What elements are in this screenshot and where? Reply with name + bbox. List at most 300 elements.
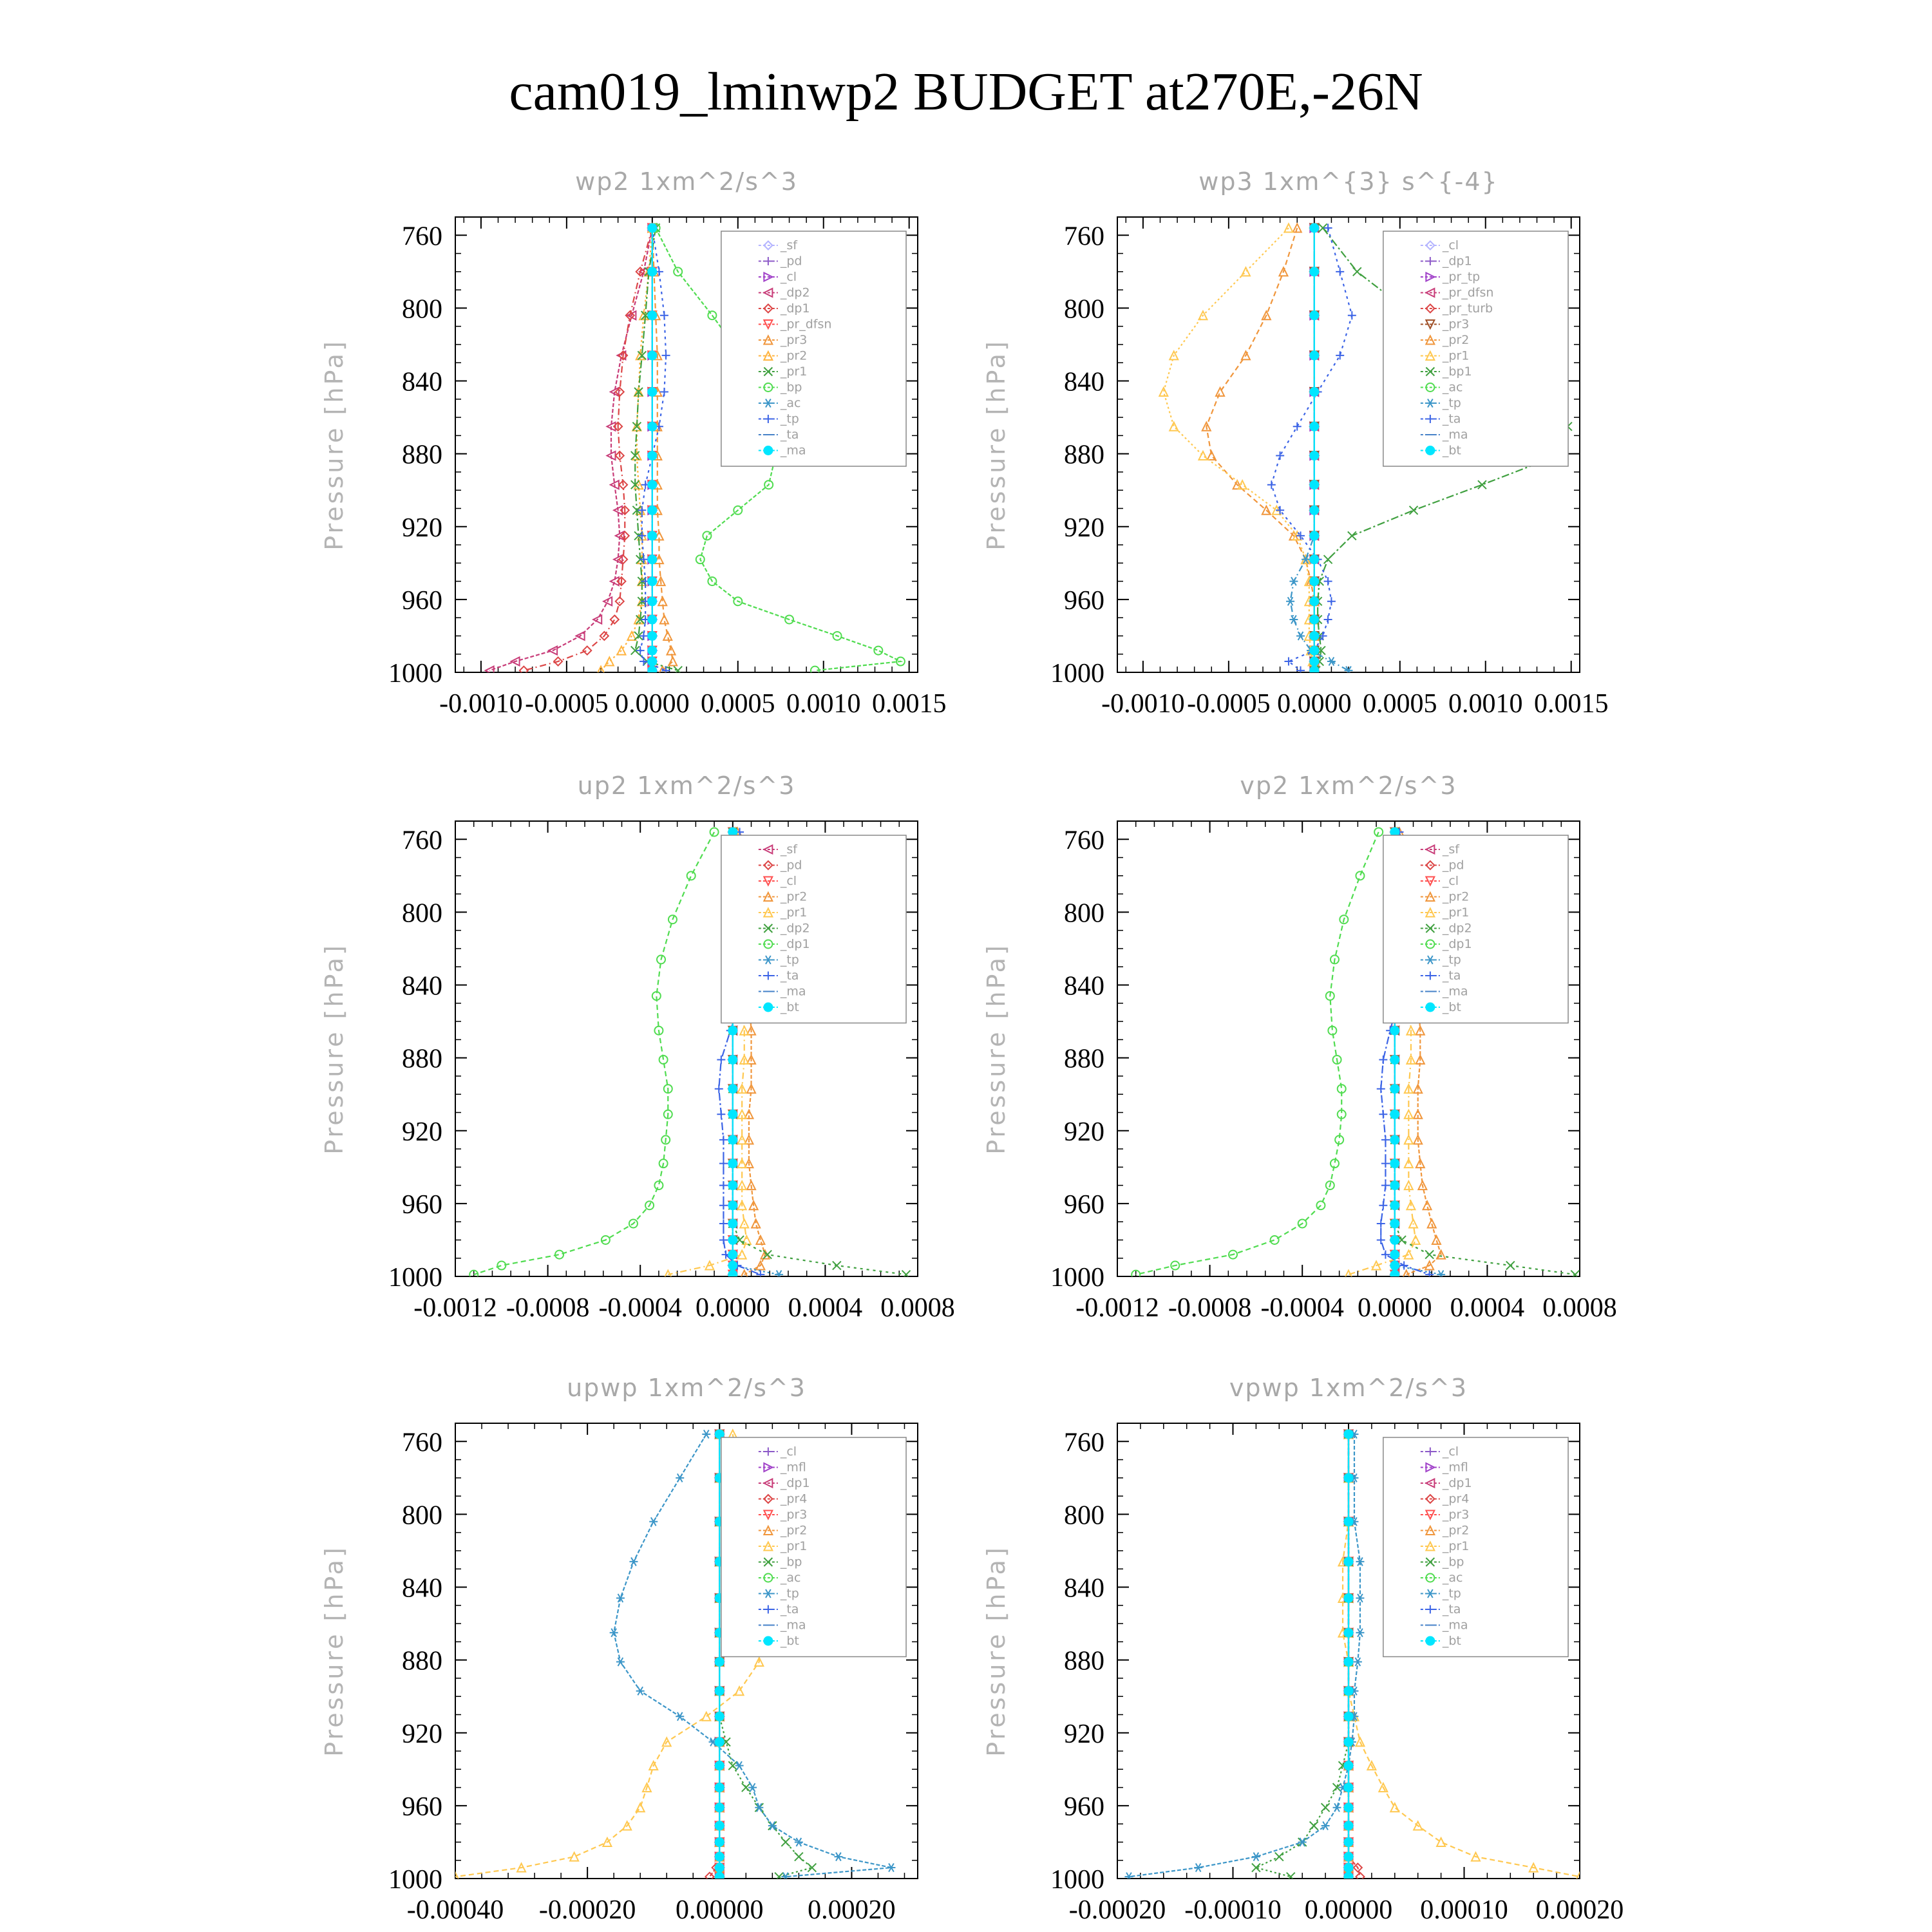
panel-title: vp2 1xm^2/s^3 (1240, 772, 1457, 800)
x-tick-label: 0.0010 (1448, 689, 1523, 719)
data-point-ma (648, 480, 657, 489)
data-point-ta (719, 1159, 728, 1168)
data-point-bt (715, 1803, 724, 1812)
data-point-bt (728, 1235, 737, 1244)
data-point-pr1 (1242, 267, 1250, 276)
legend-label: _ma (1442, 1618, 1468, 1633)
legend-label: _pr2 (1442, 333, 1470, 347)
legend (721, 835, 906, 1023)
data-point-dp1 (687, 871, 696, 880)
data-point-bt (1344, 1821, 1353, 1830)
panel-title: wp2 1xm^2/s^3 (575, 167, 798, 196)
data-point-pr1 (1390, 1803, 1399, 1812)
series-line-pr1 (635, 228, 677, 670)
x-tick-label: -0.0005 (525, 689, 609, 719)
data-point-pr1 (1159, 388, 1168, 396)
y-tick-label: 760 (1064, 1428, 1104, 1458)
data-point-tp (1296, 632, 1305, 640)
data-point-bt (1344, 1712, 1353, 1721)
legend-label: _pd (780, 254, 802, 269)
data-point-bt (728, 1159, 737, 1168)
legend-box (721, 231, 906, 466)
data-point-bt (1310, 223, 1319, 232)
chart-panel-3 (320, 772, 955, 1323)
legend-label: _ta (1442, 1602, 1461, 1616)
legend-label: _dp1 (1442, 254, 1472, 269)
y-tick-label: 840 (402, 971, 442, 1001)
y-tick-label: 800 (1064, 294, 1104, 325)
legend-label: _ma (780, 443, 806, 458)
data-point-ta (1267, 480, 1276, 489)
legend-label: _dp2 (780, 285, 810, 300)
data-point-dp2 (902, 1271, 911, 1279)
y-tick-label: 920 (1064, 1719, 1104, 1749)
legend-label: _sf (1442, 842, 1459, 857)
data-point-tp (662, 351, 670, 359)
legend-label: _cl (1442, 874, 1459, 888)
data-point-bt (728, 1181, 737, 1190)
x-tick-label: -0.0008 (506, 1293, 590, 1323)
data-point-bt (1344, 1783, 1353, 1792)
legend (1383, 231, 1568, 466)
chart-panel-5 (320, 1374, 918, 1925)
y-tick-label: 840 (1064, 367, 1104, 397)
data-point-tp (1289, 615, 1298, 623)
data-point-tp (795, 1838, 803, 1846)
y-tick-label: 840 (1064, 971, 1104, 1001)
legend-label: _bp1 (1442, 365, 1472, 379)
chart-panel-1 (320, 167, 946, 719)
legend (1383, 1437, 1568, 1657)
data-point-dp1 (611, 615, 619, 623)
data-point-dp2 (1425, 1251, 1434, 1259)
data-point-bt (1310, 267, 1319, 276)
data-point-bt (728, 1084, 737, 1094)
series-line-dp1 (1136, 832, 1379, 1274)
data-point-pr2 (1423, 1201, 1432, 1209)
data-point-bt (728, 1270, 737, 1279)
data-point-tp (702, 1430, 710, 1438)
legend-label: _pr_dfsn (780, 317, 832, 332)
legend-label: _tp (1442, 1586, 1461, 1601)
x-tick-label: 0.0000 (1277, 689, 1352, 719)
data-point-bp (1321, 1803, 1330, 1812)
data-point-dp2 (833, 1262, 841, 1270)
y-tick-label: 880 (1064, 1044, 1104, 1074)
y-tick-label: 760 (402, 222, 442, 252)
data-point-bt (1310, 657, 1319, 666)
data-point-bp (1287, 1873, 1295, 1881)
legend-label: _pr1 (780, 905, 808, 920)
data-point-dp1 (583, 647, 591, 655)
y-tick-label: 1000 (1050, 1865, 1104, 1895)
panel-title: upwp 1xm^2/s^3 (567, 1374, 806, 1402)
legend-label: _pr2 (780, 1523, 808, 1538)
x-tick-label: -0.00040 (406, 1895, 504, 1925)
data-point-ma (648, 451, 657, 460)
data-point-bt (1390, 1084, 1399, 1094)
data-point-ma (648, 531, 657, 540)
y-tick-label: 800 (1064, 1501, 1104, 1531)
legend-marker (764, 1636, 773, 1645)
data-point-bp1 (1353, 267, 1361, 276)
legend-label: _ac (780, 1571, 801, 1585)
legend-label: _ta (1442, 969, 1461, 983)
y-axis-label: Pressure [hPa] (982, 339, 1010, 551)
data-point-ta (1276, 451, 1284, 460)
data-point-pr1 (674, 667, 682, 675)
legend (1383, 835, 1568, 1023)
legend-label: _dp1 (1442, 937, 1472, 951)
legend-label: _bp (780, 380, 802, 395)
x-tick-label: 0.0005 (701, 689, 775, 719)
data-point-ta (717, 1056, 725, 1064)
data-point-bt (728, 1135, 737, 1144)
data-point-bt (1310, 506, 1319, 515)
data-point-bt (728, 1110, 737, 1119)
data-point-ma (648, 597, 657, 606)
legend-label: _pr3 (1442, 317, 1470, 332)
y-axis-label: Pressure [hPa] (320, 339, 348, 551)
legend-label: _mfl (1442, 1460, 1468, 1475)
x-tick-label: -0.00010 (1184, 1895, 1282, 1925)
legend-label: _tp (780, 412, 799, 426)
data-point-bp (781, 1838, 790, 1846)
data-point-bt (715, 1657, 724, 1666)
x-tick-label: 0.00000 (676, 1895, 764, 1925)
data-point-bt (1390, 1261, 1399, 1270)
data-point-pr1 (636, 1803, 645, 1812)
legend-label: _tp (1442, 396, 1461, 410)
y-tick-label: 760 (1064, 222, 1104, 252)
data-point-pr1 (1412, 1236, 1420, 1244)
x-tick-label: 0.0005 (1363, 689, 1437, 719)
legend-label: _tp (780, 952, 799, 967)
legend-label: _pr_tp (1442, 270, 1481, 284)
legend-label: _bt (1442, 443, 1461, 458)
data-point-tp (775, 1271, 783, 1279)
y-tick-label: 880 (402, 440, 442, 470)
x-tick-label: 0.0010 (786, 689, 861, 719)
legend-label: _bp (1442, 1555, 1464, 1569)
data-point-pr2 (752, 1219, 760, 1227)
data-point-bp (1310, 1821, 1318, 1830)
data-point-bt (1390, 1181, 1399, 1190)
data-point-pr2 (756, 1236, 764, 1244)
x-tick-label: 0.0015 (1533, 689, 1609, 719)
data-point-bt (1310, 615, 1319, 624)
legend-label: _pr2 (1442, 1523, 1470, 1538)
data-point-tp (1327, 658, 1336, 666)
data-point-pr2 (605, 658, 614, 666)
data-point-tp (1289, 577, 1298, 585)
legend-label: _pr3 (780, 333, 808, 347)
data-point-bt (715, 1712, 724, 1721)
data-point-bt (1390, 1270, 1399, 1279)
y-tick-label: 920 (402, 1719, 442, 1749)
data-point-ma (648, 387, 657, 396)
y-tick-label: 800 (1064, 898, 1104, 929)
legend-label: _bt (1442, 1000, 1461, 1014)
legend-box (1383, 1437, 1568, 1657)
x-tick-label: -0.00020 (1068, 1895, 1166, 1925)
x-tick-label: 0.00020 (808, 1895, 896, 1925)
legend-box (1383, 231, 1568, 466)
data-point-pr2 (1432, 1236, 1441, 1244)
data-point-bt (715, 1837, 724, 1846)
data-point-bt (1344, 1517, 1353, 1526)
y-tick-label: 760 (402, 1428, 442, 1458)
data-point-bt (1344, 1430, 1353, 1439)
legend-label: _pd (780, 858, 802, 873)
data-point-bt (1344, 1687, 1353, 1696)
data-point-bt (1390, 1201, 1399, 1210)
data-point-bt (1310, 577, 1319, 586)
data-point-ta (1377, 1084, 1385, 1093)
data-point-ta (1348, 311, 1356, 319)
y-axis-label: Pressure [hPa] (982, 943, 1010, 1155)
y-tick-label: 840 (402, 1573, 442, 1604)
y-axis-label: Pressure [hPa] (320, 943, 348, 1155)
legend (721, 1437, 906, 1657)
legend-label: _pr_turb (1442, 301, 1493, 316)
legend-label: _ma (1442, 984, 1468, 999)
data-point-ta (1336, 267, 1344, 276)
legend-label: _pr2 (780, 348, 808, 363)
legend-box (721, 1437, 906, 1657)
y-tick-label: 1000 (388, 659, 442, 688)
data-point-bt (1344, 1628, 1353, 1637)
x-tick-label: -0.0008 (1168, 1293, 1252, 1323)
data-point-ta (1377, 1219, 1385, 1227)
x-tick-label: -0.0010 (1101, 689, 1185, 719)
legend-label: _pr1 (780, 1539, 808, 1553)
data-point-tp (676, 1473, 684, 1482)
series-line-pr1 (455, 1434, 759, 1877)
y-tick-label: 1000 (1050, 1263, 1104, 1293)
data-point-bt (715, 1821, 724, 1830)
x-tick-label: 0.0000 (1358, 1293, 1432, 1323)
data-point-bp1 (1348, 531, 1356, 540)
data-point-ta (1381, 1135, 1390, 1144)
data-point-bt (1344, 1803, 1353, 1812)
data-point-bt (1310, 666, 1319, 675)
legend-label: _pr2 (780, 889, 808, 904)
data-point-tp (649, 1517, 658, 1526)
y-axis-label: Pressure [hPa] (982, 1545, 1010, 1757)
series-line-pr2 (1206, 228, 1314, 670)
legend-label: _dp2 (1442, 921, 1472, 936)
y-tick-label: 960 (1064, 1792, 1104, 1822)
legend-label: _ma (780, 1618, 806, 1633)
data-point-pr4 (1356, 1873, 1364, 1881)
x-tick-label: -0.0012 (1075, 1293, 1159, 1323)
y-tick-label: 960 (1064, 1189, 1104, 1220)
data-point-bt (1310, 631, 1319, 640)
x-tick-label: -0.0004 (598, 1293, 682, 1323)
data-point-bp1 (1410, 506, 1418, 515)
x-tick-label: 0.00000 (1304, 1895, 1393, 1925)
legend-label: _pr3 (1442, 1508, 1470, 1522)
y-tick-label: 920 (1064, 513, 1104, 543)
data-point-bt (1310, 451, 1319, 460)
legend-label: _tp (1442, 952, 1461, 967)
data-point-bt (728, 1261, 737, 1270)
data-point-ta (1379, 1056, 1387, 1064)
data-point-ta (719, 1236, 728, 1244)
legend-label: _pr1 (1442, 348, 1470, 363)
legend-label: _ac (780, 396, 801, 410)
y-tick-label: 880 (1064, 440, 1104, 470)
data-point-tp (636, 1687, 645, 1695)
legend-box (1383, 835, 1568, 1023)
series-line-dp1 (474, 832, 714, 1274)
data-point-ta (1381, 1251, 1390, 1259)
y-tick-label: 880 (402, 1044, 442, 1074)
x-tick-label: 0.0000 (696, 1293, 770, 1323)
data-point-pr3 (668, 658, 677, 666)
data-point-ta (719, 1181, 728, 1189)
legend-label: _dp2 (780, 921, 810, 936)
data-point-bp (808, 1864, 816, 1872)
data-point-ta (1379, 1110, 1387, 1119)
series-line-tp (1129, 1434, 1360, 1877)
data-point-dp2 (1571, 1271, 1579, 1279)
data-point-bt (1344, 1738, 1353, 1747)
data-point-ta (1381, 1159, 1390, 1168)
data-point-ta (1324, 615, 1332, 623)
data-point-dp1 (1271, 1236, 1279, 1244)
legend-label: _cl (1442, 238, 1459, 252)
data-point-bt (1390, 1135, 1399, 1144)
data-point-pr1 (1345, 1271, 1353, 1279)
series-line-dp2 (489, 228, 652, 670)
data-point-bt (1310, 555, 1319, 564)
chart-panel-2 (982, 167, 1608, 719)
legend-label: _ma (780, 984, 806, 999)
data-point-ta (1377, 1236, 1385, 1244)
legend-label: _ma (1442, 428, 1468, 442)
panel-title: wp3 1xm^{3} s^{-4} (1198, 167, 1499, 196)
data-point-bt (715, 1863, 724, 1872)
legend-label: _cl (1442, 1444, 1459, 1459)
data-point-ma (648, 351, 657, 360)
legend-label: _dp1 (780, 301, 810, 316)
y-tick-label: 920 (402, 513, 442, 543)
data-point-ta (1324, 577, 1332, 585)
x-tick-label: 0.0015 (871, 689, 947, 719)
data-point-ta (715, 1084, 723, 1093)
data-point-ta (1293, 422, 1302, 431)
legend-label: _pr1 (780, 365, 808, 379)
data-point-ta (719, 1201, 728, 1209)
legend-label: _dp1 (780, 1476, 810, 1490)
y-tick-label: 800 (402, 898, 442, 929)
legend-marker (1426, 1003, 1435, 1012)
legend-label: _pr4 (1442, 1492, 1470, 1506)
data-point-ta (1381, 1181, 1390, 1189)
data-point-tp (629, 1557, 638, 1566)
data-point-bp (1275, 1853, 1283, 1861)
legend-label: _pr4 (780, 1492, 808, 1506)
legend-label: _pr3 (780, 1508, 808, 1522)
data-point-dp1 (1356, 871, 1364, 880)
y-tick-label: 880 (402, 1646, 442, 1676)
legend-label: _dp1 (1442, 1476, 1472, 1490)
data-point-bt (715, 1761, 724, 1770)
data-point-ma (648, 422, 657, 431)
data-point-ma (648, 657, 657, 666)
data-point-tp (1333, 1803, 1341, 1812)
legend-label: _sf (780, 238, 797, 252)
legend-label: _ta (780, 1602, 799, 1616)
data-point-bt (1310, 597, 1319, 606)
legend-label: _pr1 (1442, 1539, 1470, 1553)
data-point-pr1 (743, 1236, 751, 1244)
legend-label: _bt (780, 1000, 799, 1014)
data-point-pr1 (738, 1251, 746, 1259)
y-tick-label: 880 (1064, 1646, 1104, 1676)
data-point-bt (1344, 1593, 1353, 1602)
data-point-tp (660, 311, 668, 319)
data-point-ma (648, 223, 657, 232)
data-point-bt (715, 1783, 724, 1792)
y-tick-label: 920 (1064, 1117, 1104, 1147)
y-tick-label: 960 (402, 1792, 442, 1822)
data-point-bt (715, 1852, 724, 1861)
panel-title: vpwp 1xm^2/s^3 (1229, 1374, 1468, 1402)
x-tick-label: -0.0010 (439, 689, 523, 719)
y-tick-label: 800 (402, 294, 442, 325)
legend-marker (764, 446, 773, 455)
data-point-dp1 (520, 667, 528, 675)
data-point-bt (715, 1738, 724, 1747)
legend-label: _bp (780, 1555, 802, 1569)
data-point-ta (1400, 1262, 1408, 1270)
data-point-pr2 (1428, 1219, 1436, 1227)
chart-panel-4 (982, 772, 1617, 1323)
data-point-bt (715, 1872, 724, 1881)
data-point-bp (1252, 1864, 1260, 1872)
legend-label: _pr1 (1442, 905, 1470, 920)
data-point-tp (1356, 1629, 1364, 1637)
y-tick-label: 760 (1064, 826, 1104, 856)
data-point-bt (1344, 1557, 1353, 1566)
data-point-tp (887, 1864, 895, 1872)
data-point-bt (1390, 1026, 1399, 1035)
legend-label: _ta (780, 428, 799, 442)
data-point-ma (648, 666, 657, 675)
legend-marker (1426, 1636, 1435, 1645)
data-point-bt (1344, 1761, 1353, 1770)
data-point-bt (728, 1055, 737, 1064)
data-point-pr3 (658, 597, 667, 605)
data-point-bt (1344, 1863, 1353, 1872)
x-tick-label: 0.00010 (1420, 1895, 1508, 1925)
legend-label: _pr2 (1442, 889, 1470, 904)
data-point-tp (1252, 1853, 1260, 1861)
data-point-bt (1310, 646, 1319, 655)
data-point-ma (648, 615, 657, 624)
data-point-bt (1390, 1055, 1399, 1064)
y-tick-label: 1000 (1050, 659, 1104, 688)
data-point-bt (1390, 1219, 1399, 1228)
data-point-pr1 (740, 1219, 748, 1227)
data-point-ta (1336, 351, 1344, 359)
legend-label: _tp (780, 1586, 799, 1601)
y-tick-label: 840 (402, 367, 442, 397)
legend-label: _ac (1442, 380, 1463, 395)
